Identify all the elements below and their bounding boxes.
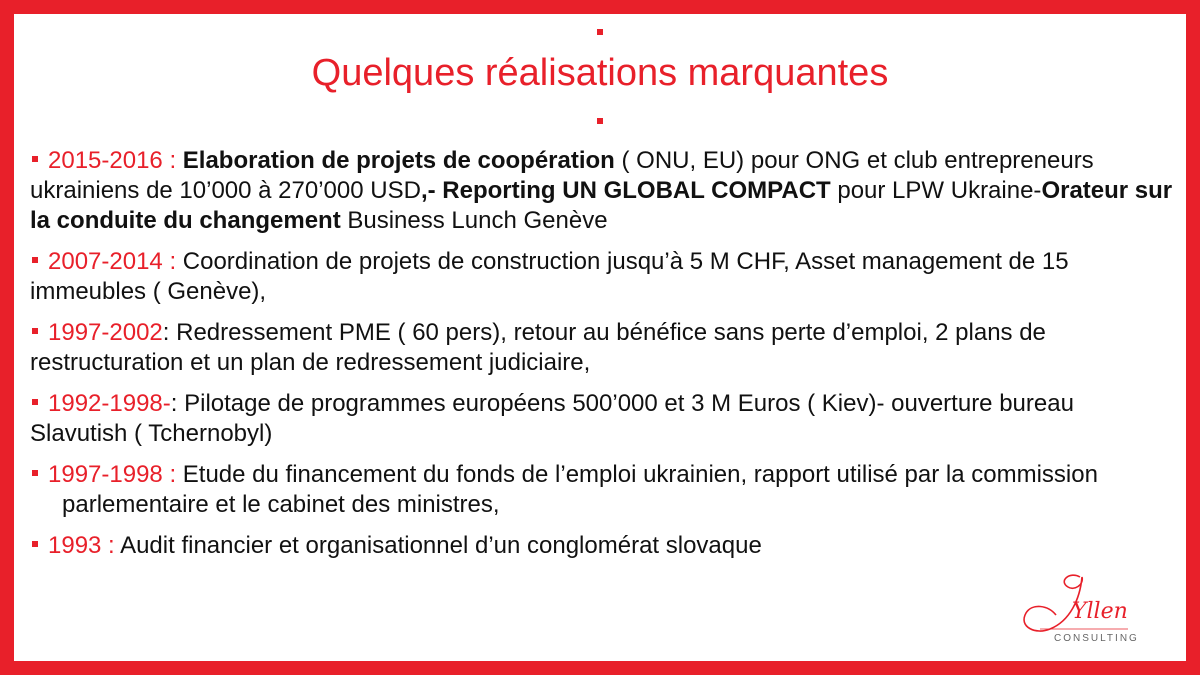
item-text-bold: ,- Reporting UN GLOBAL COMPACT <box>420 177 831 204</box>
list-item <box>30 247 1174 307</box>
list-item <box>30 531 1174 561</box>
slide-title: Quelques réalisations marquantes <box>311 52 889 94</box>
item-year: 1992-1998- <box>48 390 171 417</box>
company-logo <box>1010 569 1160 649</box>
item-text: ( ONU, EU) pour ONG et club entrepreneurs ukrainiens de 10’000 à 270’000 USD <box>30 147 1094 204</box>
item-text: Coordination de projets de construction jusqu’à 5 M CHF, Asset management de 15 immeubles ( Genève), <box>30 248 1069 305</box>
item-text: : Redressement PME ( 60 pers), retour au bénéfice sans perte d’emploi, 2 plans de restructuration et un plan de redressement judiciaire, <box>30 319 1046 376</box>
item-text: Business Lunch Genève <box>340 207 608 234</box>
list-item <box>30 318 1174 378</box>
bullet-square-icon <box>32 257 38 263</box>
item-year: 2015-2016 : <box>48 147 177 174</box>
achievements-list <box>30 146 1174 572</box>
decorative-square-top <box>597 29 603 35</box>
item-year: 2007-2014 : <box>48 248 177 275</box>
item-text: : Pilotage de programmes européens 500’000 et 3 M Euros ( Kiev)- ouverture bureau Slavutish ( Tchernobyl) <box>30 390 1074 447</box>
slide <box>14 14 1186 661</box>
logo-wordmark: Yllen <box>1072 599 1128 624</box>
bullet-square-icon <box>32 541 38 547</box>
bullet-square-icon <box>32 470 38 476</box>
list-item <box>30 460 1174 520</box>
item-year: 1993 : <box>48 532 115 559</box>
decorative-square-bottom <box>597 118 603 124</box>
item-text: Etude du financement du fonds de l’emploi ukrainien, rapport utilisé par la commission parlementaire et le cabinet des ministres, <box>62 461 1098 518</box>
bullet-square-icon <box>32 399 38 405</box>
item-text: Audit financier et organisationnel d’un conglomérat slovaque <box>114 532 762 559</box>
bullet-square-icon <box>32 156 38 162</box>
item-year: 1997-2002 <box>48 319 163 346</box>
item-text <box>176 147 183 174</box>
logo-subtitle: CONSULTING <box>1054 633 1139 644</box>
item-text-bold: Orateur sur la conduite du changement <box>30 177 1173 234</box>
list-item <box>30 389 1174 449</box>
bullet-square-icon <box>32 328 38 334</box>
item-year: 1997-1998 : <box>48 461 177 488</box>
item-text: pour LPW Ukraine- <box>830 177 1042 204</box>
item-text-bold: Elaboration de projets de coopération <box>182 147 615 174</box>
list-item <box>30 146 1174 236</box>
